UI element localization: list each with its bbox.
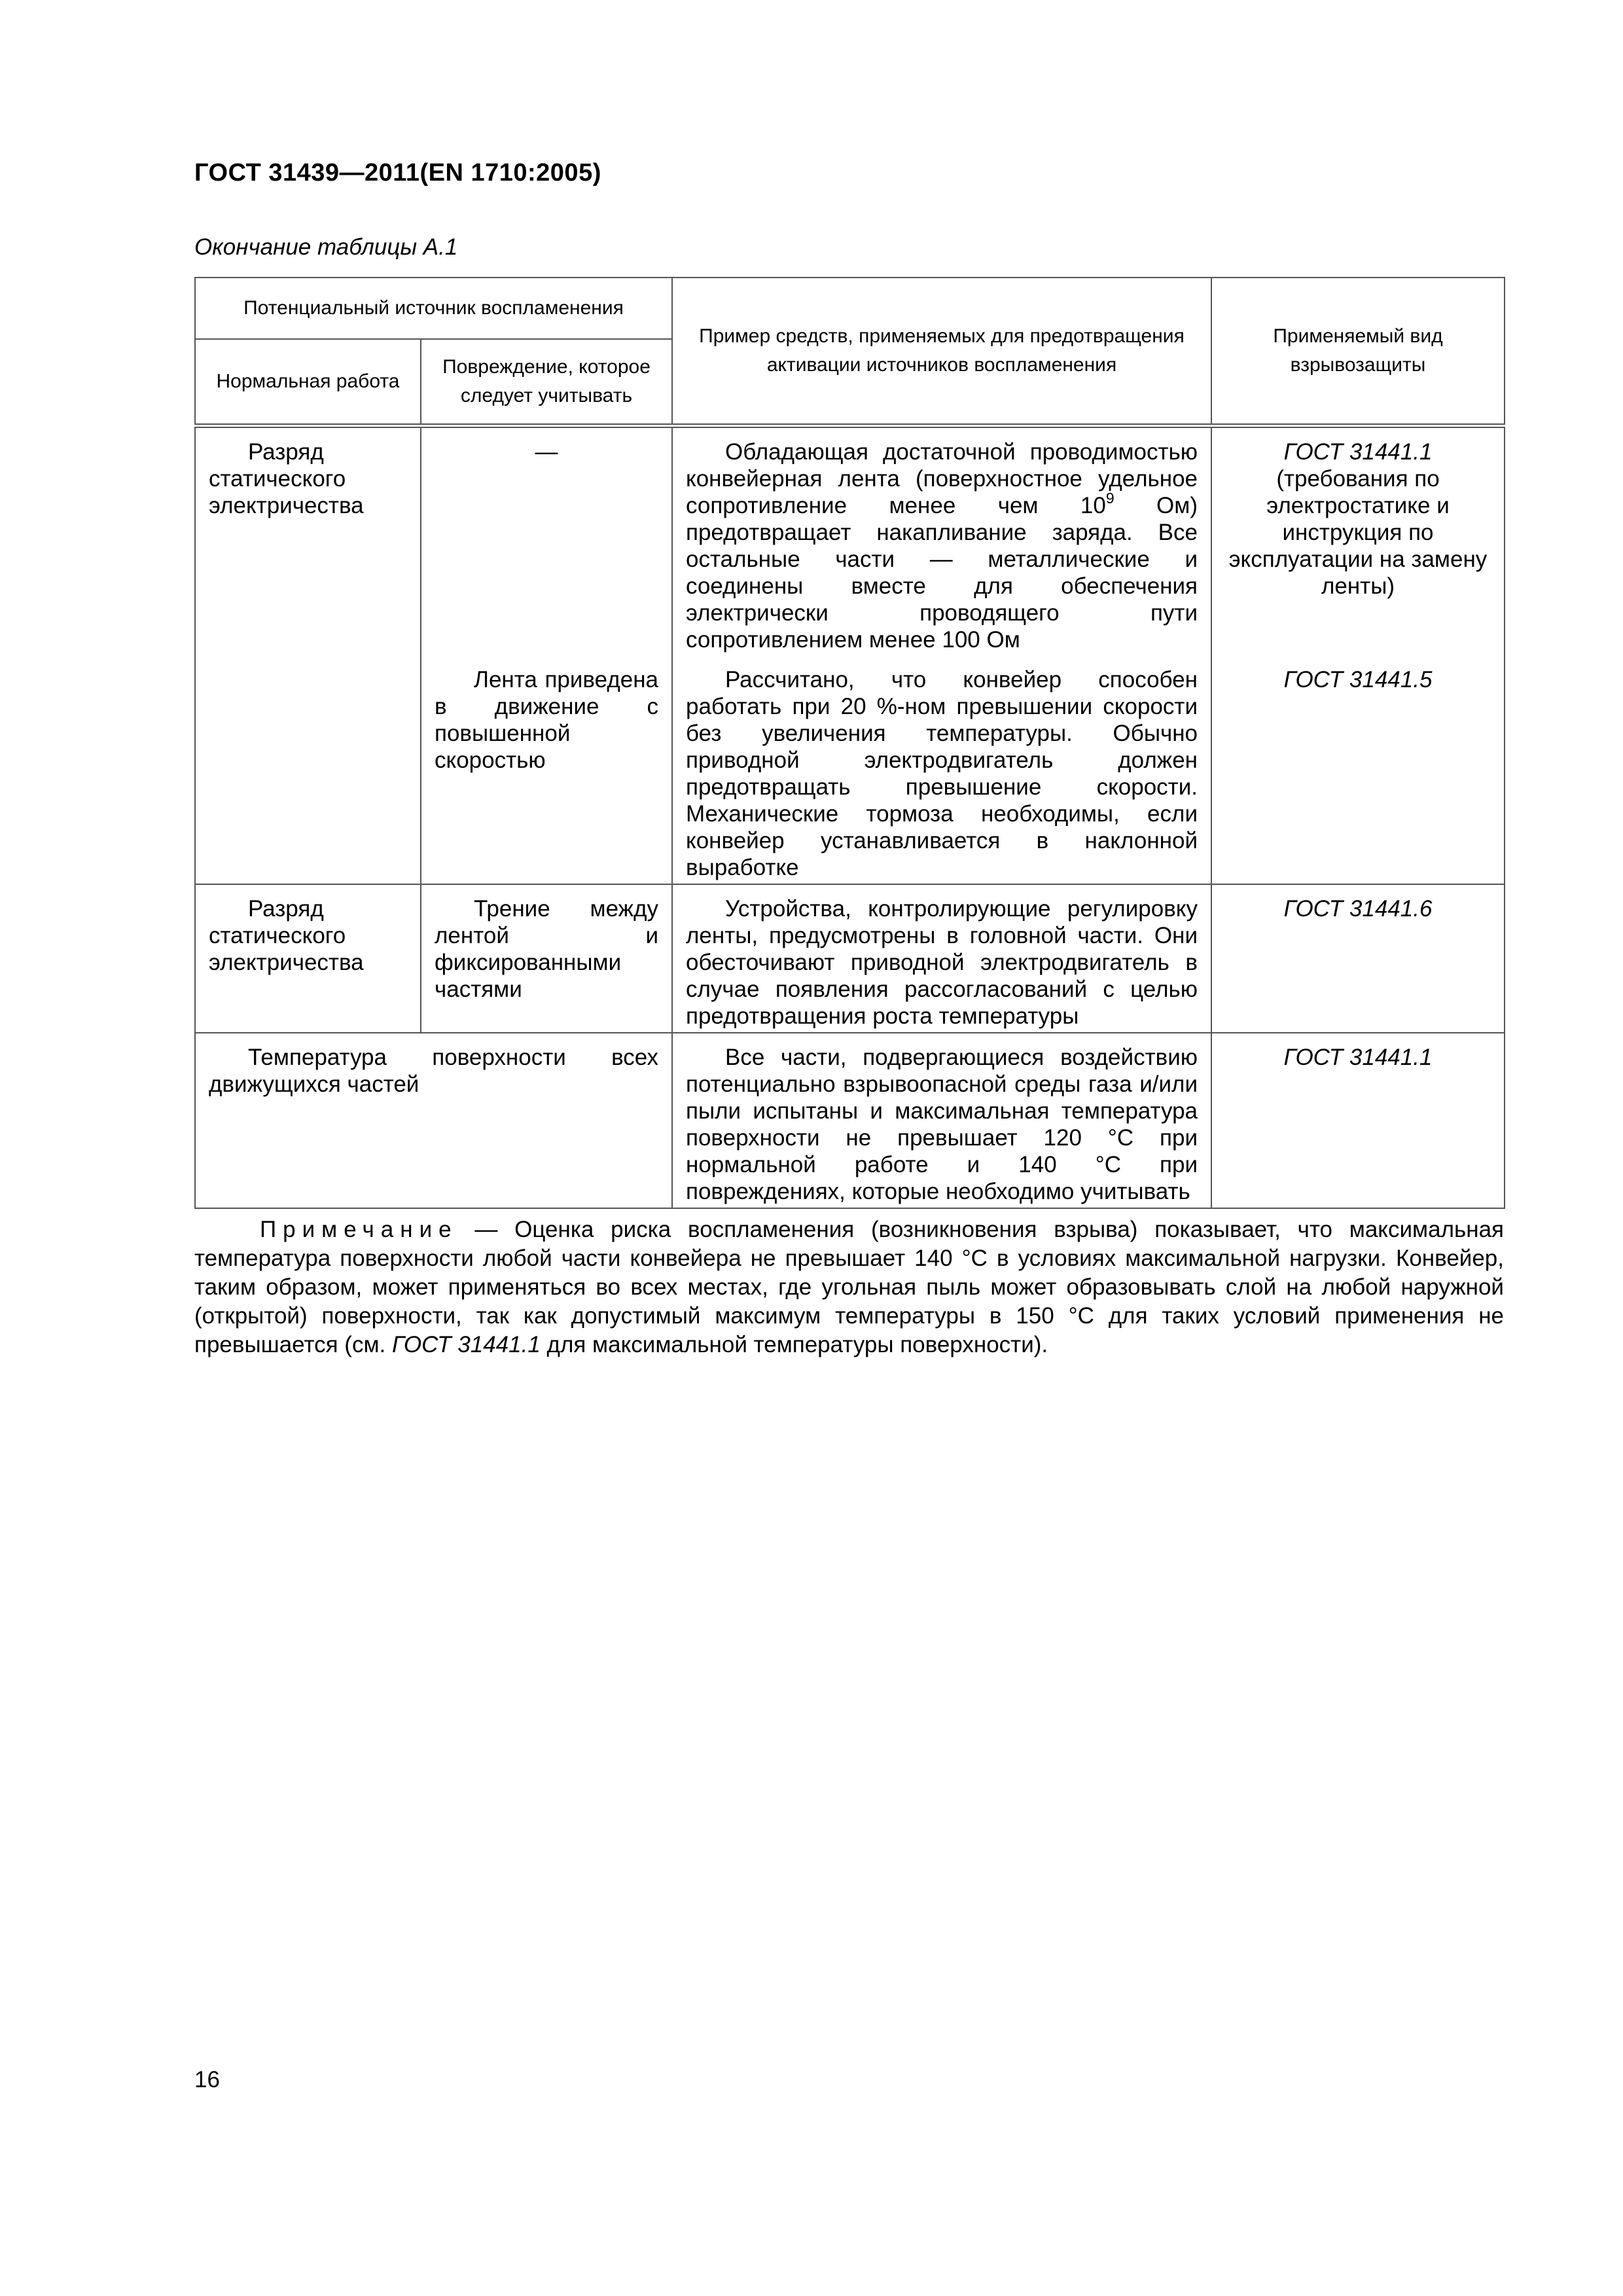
table-row (195, 884, 1505, 1033)
cell-protection: ГОСТ 31441.1 (1211, 1033, 1505, 1208)
table-row (195, 426, 1505, 656)
cell-means: Рассчитано, что конвейер способен работать при 20 %-ном превышении скорости без увеличения температуры. Обычно приводной электродвигатель должен предотвращать превышение скорости. Механические тормоза необходимы, если конвейер устанавливается в наклонной выработке (672, 656, 1211, 884)
header-protection: Применяемый вид взрывозащиты (1211, 278, 1505, 426)
header-means: Пример средств, применяемых для предотвращения активации источников воспламенения (672, 278, 1211, 426)
cell-protection: ГОСТ 31441.1 (требования по электростатике и инструкция по эксплуатации на замену ленты) (1211, 426, 1505, 656)
cell-normal-merged: Температура поверхности всех движущихся частей (195, 1033, 672, 1208)
ignition-sources-table (194, 277, 1505, 1209)
page-number: 16 (194, 2067, 220, 2092)
table-row (195, 1033, 1505, 1208)
cell-protection: ГОСТ 31441.6 (1211, 884, 1505, 1033)
table-caption: Окончание таблицы А.1 (194, 234, 458, 260)
document-number: ГОСТ 31439—2011(EN 1710:2005) (194, 159, 601, 187)
table-note: Примечание — Оценка риска воспламенения (возникновения взрыва) показывает, что максимальная температура поверхности любой части конвейера не превышает 140 °С в условиях максимальной нагрузки. Конвейер, таким образом, может применяться во всех местах, где угольная пыль может образовывать слой на любой наружной (открытой) поверхности, так как допустимый максимум температуры в 150 °С для таких условий применения не превышается (см. ГОСТ 31441.1 для максимальной температуры поверхности). (194, 1217, 1504, 1357)
cell-means: Устройства, контролирующие регулировку ленты, предусмотрены в головной части. Они обесточивают приводной электродвигатель в случае появления рассогласований с целью предотвращения роста температуры (672, 884, 1211, 1033)
cell-normal: Разряд статического электричества (195, 426, 421, 656)
header-damage: Повреждение, которое следует учитывать (421, 339, 672, 426)
cell-normal: Разряд статического электричества (195, 884, 421, 1033)
header-potential-source: Потенциальный источник воспламенения (195, 278, 672, 339)
cell-damage: Лента приведена в движение с повышенной скоростью (421, 656, 672, 884)
note-reference: ГОСТ 31441.1 (391, 1332, 541, 1357)
cell-damage: — (421, 426, 672, 656)
cell-protection: ГОСТ 31441.5 (1211, 656, 1505, 884)
cell-damage: Трение между лентой и фиксированными частями (421, 884, 672, 1033)
cell-means: Обладающая достаточной проводимостью конвейерная лента (поверхностное удельное сопротивление менее чем $10^9$ Ом) предотвращает накапливание заряда. Все остальные части — металлические и соединены вместе для обеспечения электрически проводящего пути сопротивлением менее 100 Ом (672, 426, 1211, 656)
note-label: Примечание (260, 1217, 458, 1242)
table-row (195, 656, 1505, 884)
cell-means: Все части, подвергающиеся воздействию потенциально взрывоопасной среды газа и/или пыли испытаны и максимальная температура поверхности не превышает 120 °С при нормальной работе и 140 °С при повреждениях, которые необходимо учитывать (672, 1033, 1211, 1208)
cell-normal (195, 656, 421, 884)
header-normal-operation: Нормальная работа (195, 339, 421, 426)
